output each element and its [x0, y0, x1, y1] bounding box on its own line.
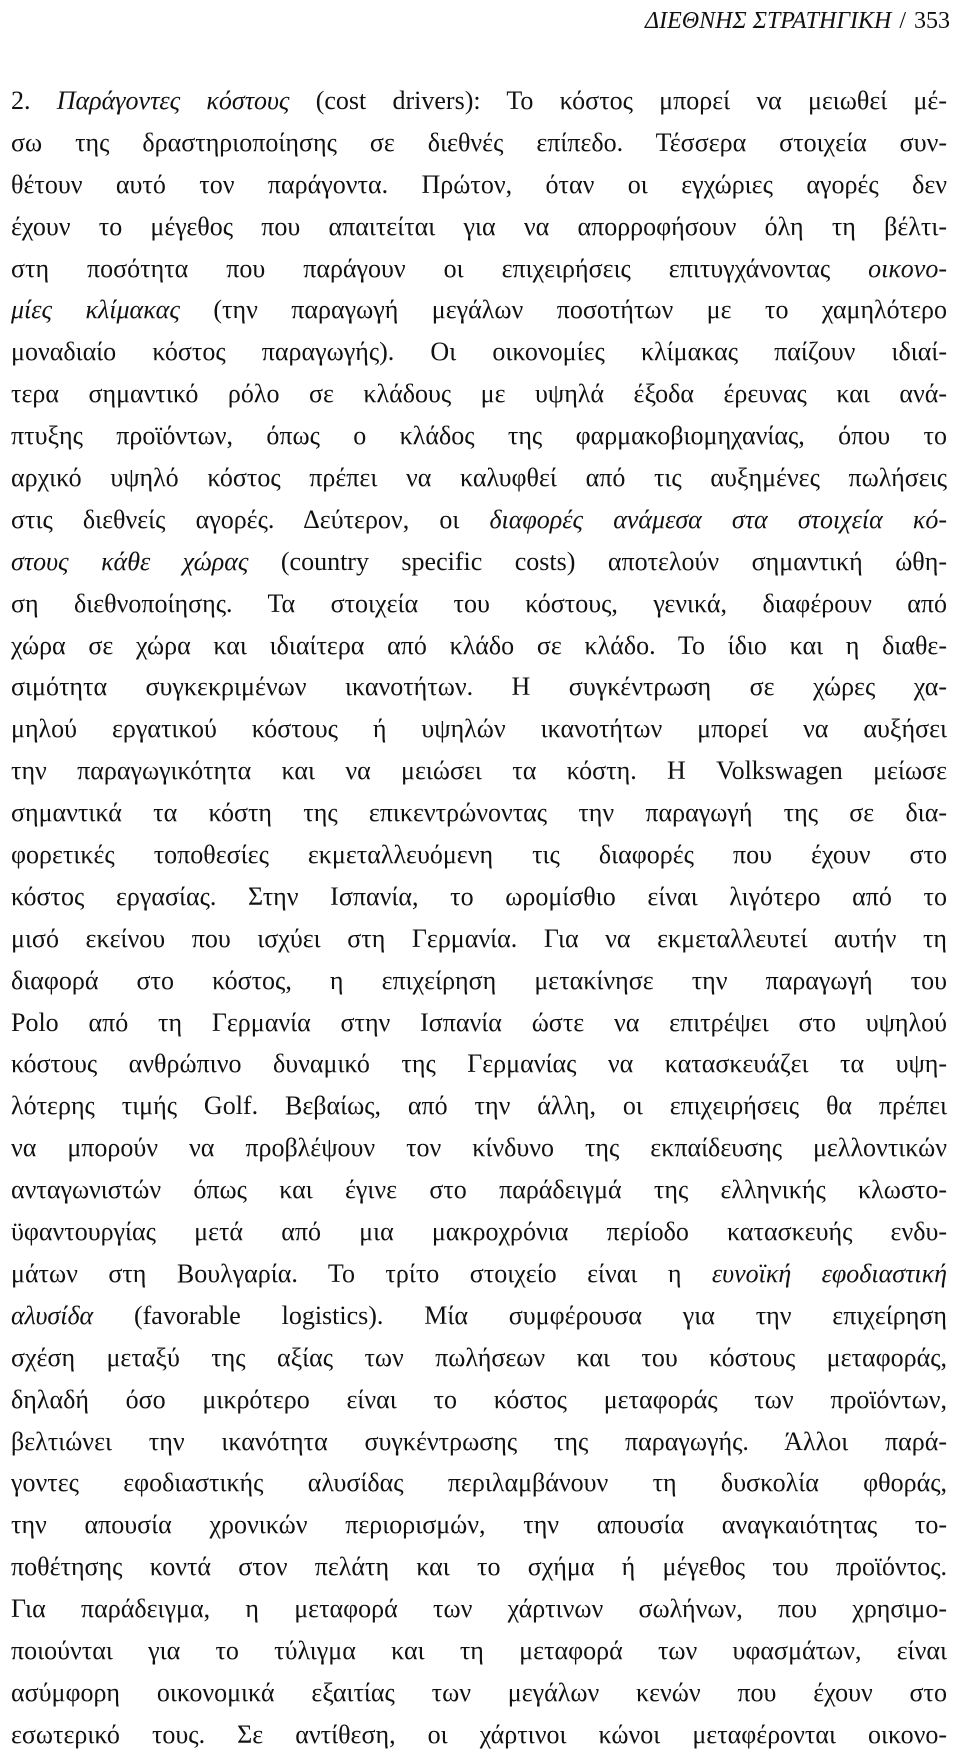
text-line — [11, 708, 947, 750]
text-line — [11, 876, 947, 918]
text-segment: ασύμφορη οικονομικά εξαιτίας των μεγάλων κενών που έχουν στο — [11, 1677, 947, 1707]
italic-term: οικονο- — [868, 253, 947, 283]
text-line — [11, 1169, 947, 1211]
text-line — [11, 289, 947, 331]
text-line — [11, 80, 947, 122]
text-line — [11, 1714, 947, 1756]
text-segment: (country specific costs) αποτελούν σημαντική ώθη- — [248, 546, 947, 576]
text-segment: στις διεθνείς αγορές. Δεύτερον, οι — [11, 504, 490, 534]
text-segment: στη ποσότητα που παράγουν οι επιχειρήσεις επιτυγχάνοντας — [11, 253, 869, 283]
text-line — [11, 583, 947, 625]
text-segment: σιμότητα συγκεκριμένων ικανοτήτων. Η συγκέντρωση σε χώρες χα- — [11, 672, 947, 702]
text-line — [11, 834, 947, 876]
text-line — [11, 1002, 947, 1044]
text-line — [11, 499, 947, 541]
text-line — [11, 1462, 947, 1504]
text-segment: να μπορούν να προβλέψουν τον κίνδυνο της εκπαίδευσης μελλοντικών — [11, 1133, 947, 1163]
text-segment: Για παράδειγμα, η μεταφορά των χάρτινων σωλήνων, που χρησιμο- — [11, 1594, 947, 1624]
italic-term: μίες κλίμακας — [11, 295, 180, 325]
text-segment: έχουν το μέγεθος που απαιτείται για να απορροφήσουν όλη τη βέλτι- — [11, 211, 947, 241]
text-line — [11, 1379, 947, 1421]
text-segment: αρχικό υψηλό κόστος πρέπει να καλυφθεί από τις αυξημένες πωλήσεις — [11, 463, 947, 493]
text-line — [11, 666, 947, 708]
text-segment: κόστους ανθρώπινο δυναμικό της Γερμανίας να κατασκευάζει τα υψη- — [11, 1049, 947, 1079]
text-segment: (cost drivers): Το κόστος μπορεί να μειωθεί μέ- — [289, 86, 947, 115]
text-segment: ποιούνται για το τύλιγμα και τη μεταφορά των υφασμάτων, είναι — [11, 1635, 947, 1665]
text-line — [11, 1337, 947, 1379]
text-line — [11, 1630, 947, 1672]
text-line — [11, 415, 947, 457]
text-line — [11, 248, 947, 290]
italic-term: στους κάθε χώρας — [11, 546, 249, 576]
text-line — [11, 1085, 947, 1127]
text-segment: (favorable logistics). Μία συμφέρουσα για την επιχείρηση — [93, 1300, 947, 1330]
text-line — [11, 1043, 947, 1085]
text-line — [11, 918, 947, 960]
text-segment: τερα σημαντικό ρόλο σε κλάδους με υψηλά έξοδα έρευνας και ανά- — [11, 379, 947, 409]
text-line — [11, 1421, 947, 1463]
text-line — [11, 206, 947, 248]
text-segment: μάτων στη Βουλγαρία. Το τρίτο στοιχείο είναι η — [11, 1258, 712, 1288]
text-segment: πτυξης προϊόντων, όπως ο κλάδος της φαρμακοβιομηχανίας, όπου το — [11, 421, 947, 451]
text-segment: μισό εκείνου που ισχύει στη Γερμανία. Για να εκμεταλλευτεί αυτήν τη — [11, 923, 947, 953]
text-line — [11, 1295, 947, 1337]
text-segment: 2. — [11, 86, 57, 115]
text-segment: φορετικές τοποθεσίες εκμεταλλευόμενη τις διαφορές που έχουν στο — [11, 840, 947, 870]
text-segment: σημαντικά τα κόστη της επικεντρώνοντας την παραγωγή της σε δια- — [11, 798, 947, 828]
text-line — [11, 1588, 947, 1630]
text-segment: χώρα σε χώρα και ιδιαίτερα από κλάδο σε κλάδο. Το ίδιο και η διαθε- — [11, 630, 947, 660]
text-line — [11, 1504, 947, 1546]
text-segment: ϋφαντουργίας μετά από μια μακροχρόνια περίοδο κατασκευής ενδυ- — [11, 1217, 947, 1247]
text-line — [11, 331, 947, 373]
text-line — [11, 541, 947, 583]
text-segment: (την παραγωγή μεγάλων ποσοτήτων με το χαμηλότερο — [179, 295, 947, 325]
text-segment: ποθέτησης κοντά στον πελάτη και το σχήμα ή μέγεθος του προϊόντος. — [11, 1552, 947, 1582]
text-line — [11, 625, 947, 667]
text-line — [11, 750, 947, 792]
text-segment: δηλαδή όσο μικρότερο είναι το κόστος μεταφοράς των προϊόντων, — [11, 1384, 947, 1414]
text-line — [11, 1546, 947, 1588]
text-segment: μηλού εργατικού κόστους ή υψηλών ικανοτήτων μπορεί να αυξήσει — [11, 714, 947, 744]
text-segment: μοναδιαίο κόστος παραγωγής). Οι οικονομίες κλίμακας παίζουν ιδιαί- — [11, 337, 947, 367]
text-segment: λότερης τιμής Golf. Βεβαίως, από την άλλη, οι επιχειρήσεις θα πρέπει — [11, 1091, 947, 1121]
text-segment: εσωτερικό τους. Σε αντίθεση, οι χάρτινοι κώνοι μεταφέρονται οικονο- — [11, 1719, 947, 1749]
text-segment: Polo από τη Γερμανία στην Ισπανία ώστε να επιτρέψει στο υψηλού — [11, 1007, 947, 1037]
text-line — [11, 122, 947, 164]
text-line — [11, 1127, 947, 1169]
body-text — [11, 80, 947, 1756]
text-segment: ση διεθνοποίησης. Τα στοιχεία του κόστους, γενικά, διαφέρουν από — [11, 588, 947, 618]
running-header — [645, 6, 950, 36]
text-segment: σχέση μεταξύ της αξίας των πωλήσεων και του κόστους μεταφοράς, — [11, 1342, 947, 1372]
text-segment: θέτουν αυτό τον παράγοντα. Πρώτον, όταν οι εγχώριες αγορές δεν — [11, 169, 947, 199]
text-segment: βελτιώνει την ικανότητα συγκέντρωσης της παραγωγής. Άλλοι παρά- — [11, 1426, 947, 1456]
italic-term: διαφορές ανάμεσα στα στοιχεία κό- — [489, 504, 947, 534]
italic-term: Παράγοντες κόστους — [56, 86, 290, 115]
running-title: ΔΙΕΘΝΗΣ ΣΤΡΑΤΗΓΙΚΗ — [645, 8, 892, 34]
text-segment: διαφορά στο κόστος, η επιχείρηση μετακίνησε την παραγωγή του — [11, 965, 947, 995]
text-line — [11, 792, 947, 834]
text-line — [11, 164, 947, 206]
text-line — [11, 457, 947, 499]
text-segment: κόστος εργασίας. Στην Ισπανία, το ωρομίσθιο είναι λιγότερο από το — [11, 881, 947, 911]
text-segment: γοντες εφοδιαστικής αλυσίδας περιλαμβάνουν τη δυσκολία φθοράς, — [11, 1468, 947, 1498]
page-number: 353 — [914, 8, 950, 34]
text-segment: την απουσία χρονικών περιορισμών, την απουσία αναγκαιότητας το- — [11, 1510, 947, 1540]
text-line — [11, 1672, 947, 1714]
italic-term: αλυσίδα — [11, 1300, 94, 1330]
header-separator: / — [899, 8, 906, 34]
text-line — [11, 373, 947, 415]
italic-term: ευνοϊκή εφοδιαστική — [711, 1258, 947, 1288]
text-line — [11, 1253, 947, 1295]
text-segment: την παραγωγικότητα και να μειώσει τα κόστη. Η Volkswagen μείωσε — [11, 756, 947, 786]
text-segment: σω της δραστηριοποίησης σε διεθνές επίπεδο. Τέσσερα στοιχεία συν- — [11, 127, 947, 157]
text-segment: ανταγωνιστών όπως και έγινε στο παράδειγμά της ελληνικής κλωστο- — [11, 1175, 947, 1205]
text-line — [11, 1211, 947, 1253]
text-line — [11, 960, 947, 1002]
